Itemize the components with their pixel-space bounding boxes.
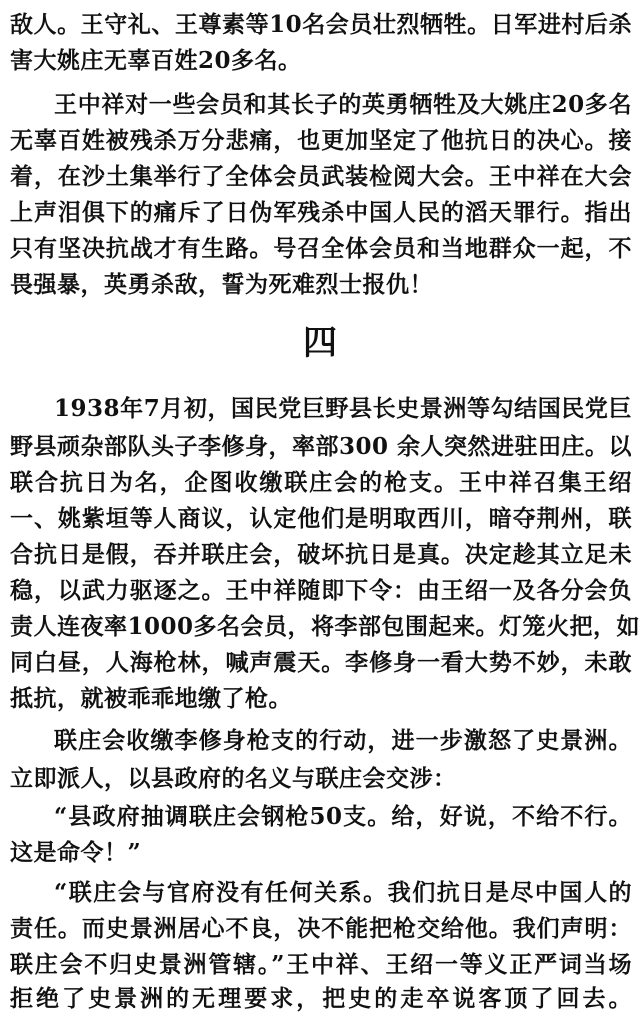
text-line-bottom-5: 合抗日是假，吞并联庄会，破坏抗日是真。决定趁其立足未	[10, 541, 632, 568]
text-line-bottom-3: 联合抗日为名，企图收缴联庄会的枪支。王中祥召集王绍	[10, 469, 632, 496]
text-line-bottom-6: 稳，以武力驱逐之。王中祥随即下令：由王绍一及各分会负	[10, 577, 632, 604]
text-line-bottom-7: 责人连夜率1000多名会员，将李部包围起来。灯笼火把，如	[10, 613, 640, 640]
text-line-top-7: 只有坚决抗战才有生路。号召全体会员和当地群众一起，不	[10, 235, 632, 262]
text-line-bottom-1: 1938年7月初，国民党巨野县长史景洲等勾结国民党巨	[54, 395, 632, 422]
text-line-top-5: 着，在沙土集举行了全体会员武装检阅大会。王中祥在大会	[10, 163, 632, 190]
text-line-bottom-15: 责任。而史景洲居心不良，决不能把枪交给他。我们声明：	[10, 915, 632, 942]
text-line-top-6: 上声泪俱下的痛斥了日伪军残杀中国人民的滔天罪行。指出	[10, 199, 632, 226]
text-line-top-4: 无辜百姓被残杀万分悲痛，也更加坚定了他抗日的决心。接	[10, 127, 632, 154]
text-line-bottom-2: 野县顽杂部队头子李修身，率部300 余人突然进驻田庄。以	[10, 433, 633, 460]
section-heading: 四	[303, 323, 337, 363]
text-line-bottom-4: 一、姚紫垣等人商议，认定他们是明取西川，暗夺荆州，联	[10, 505, 632, 532]
text-line-top-3: 王中祥对一些会员和其长子的英勇牺牲及大姚庄20多名	[54, 91, 632, 118]
text-line-bottom-11: 立即派人，以县政府的名义与联庄会交涉：	[10, 765, 457, 792]
text-line-bottom-17: 拒绝了史景洲的无理要求，把史的走卒说客顶了回去。	[10, 985, 632, 1012]
text-line-bottom-12: “县政府抽调联庄会钢枪50支。给，好说，不给不行。	[54, 803, 632, 830]
text-line-top-2: 害大姚庄无辜百姓20多名。	[10, 47, 302, 74]
text-line-bottom-16: 联庄会不归史景洲管辖。”王中祥、王绍一等义正严词当场	[10, 951, 632, 978]
text-line-top-8: 畏强暴，英勇杀敌，誓为死难烈士报仇！	[10, 271, 433, 298]
text-line-bottom-14: “联庄会与官府没有任何关系。我们抗日是尽中国人的	[54, 879, 632, 906]
text-line-bottom-8: 同白昼，人海枪林，喊声震天。李修身一看大势不妙，未敢	[10, 649, 632, 676]
text-line-bottom-10: 联庄会收缴李修身枪支的行动，进一步激怒了史景洲。	[54, 727, 632, 754]
text-line-top-1: 敌人。王守礼、王尊素等10名会员壮烈牺牲。日军进村后杀	[10, 11, 632, 38]
text-line-bottom-13: 这是命令！”	[10, 839, 142, 866]
text-line-bottom-9: 抵抗，就被乖乖地缴了枪。	[10, 685, 292, 712]
